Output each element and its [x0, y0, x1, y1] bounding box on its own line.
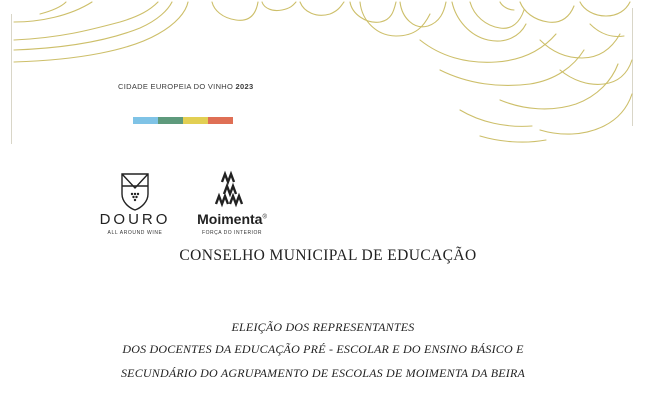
registered-mark: ® [262, 214, 267, 221]
contour-lines-decoration [0, 0, 646, 150]
color-strip-segment [208, 117, 233, 124]
color-strip [133, 117, 233, 124]
color-strip-segment [158, 117, 183, 124]
event-text: CIDADE EUROPEIA DO VINHO [118, 82, 234, 91]
moimenta-logo-name [190, 211, 274, 227]
moimenta-name: Moimenta [197, 211, 263, 227]
color-strip-segment [133, 117, 158, 124]
subtitle-line-2: DOS DOCENTES DA EDUCAÇÃO PRÉ - ESCOLAR E DO ENSINO BÁSICO E [122, 342, 524, 356]
douro-logo-name: DOURO [99, 211, 171, 228]
event-label [118, 82, 253, 91]
subtitle-line-3: SECUNDÁRIO DO AGRUPAMENTO DE ESCOLAS DE MOIMENTA DA BEIRA [120, 366, 526, 380]
color-strip-segment [183, 117, 208, 124]
document-heading: CONSELHO MUNICIPAL DE EDUCAÇÃO [179, 247, 477, 264]
douro-logo-tagline: ALL AROUND WINE [107, 230, 163, 236]
subtitle-line-1: ELEIÇÃO DOS REPRESENTANTES [231, 320, 415, 334]
moimenta-logo-tagline: FORÇA DO INTERIOR [202, 230, 262, 236]
event-year: 2023 [235, 82, 254, 91]
